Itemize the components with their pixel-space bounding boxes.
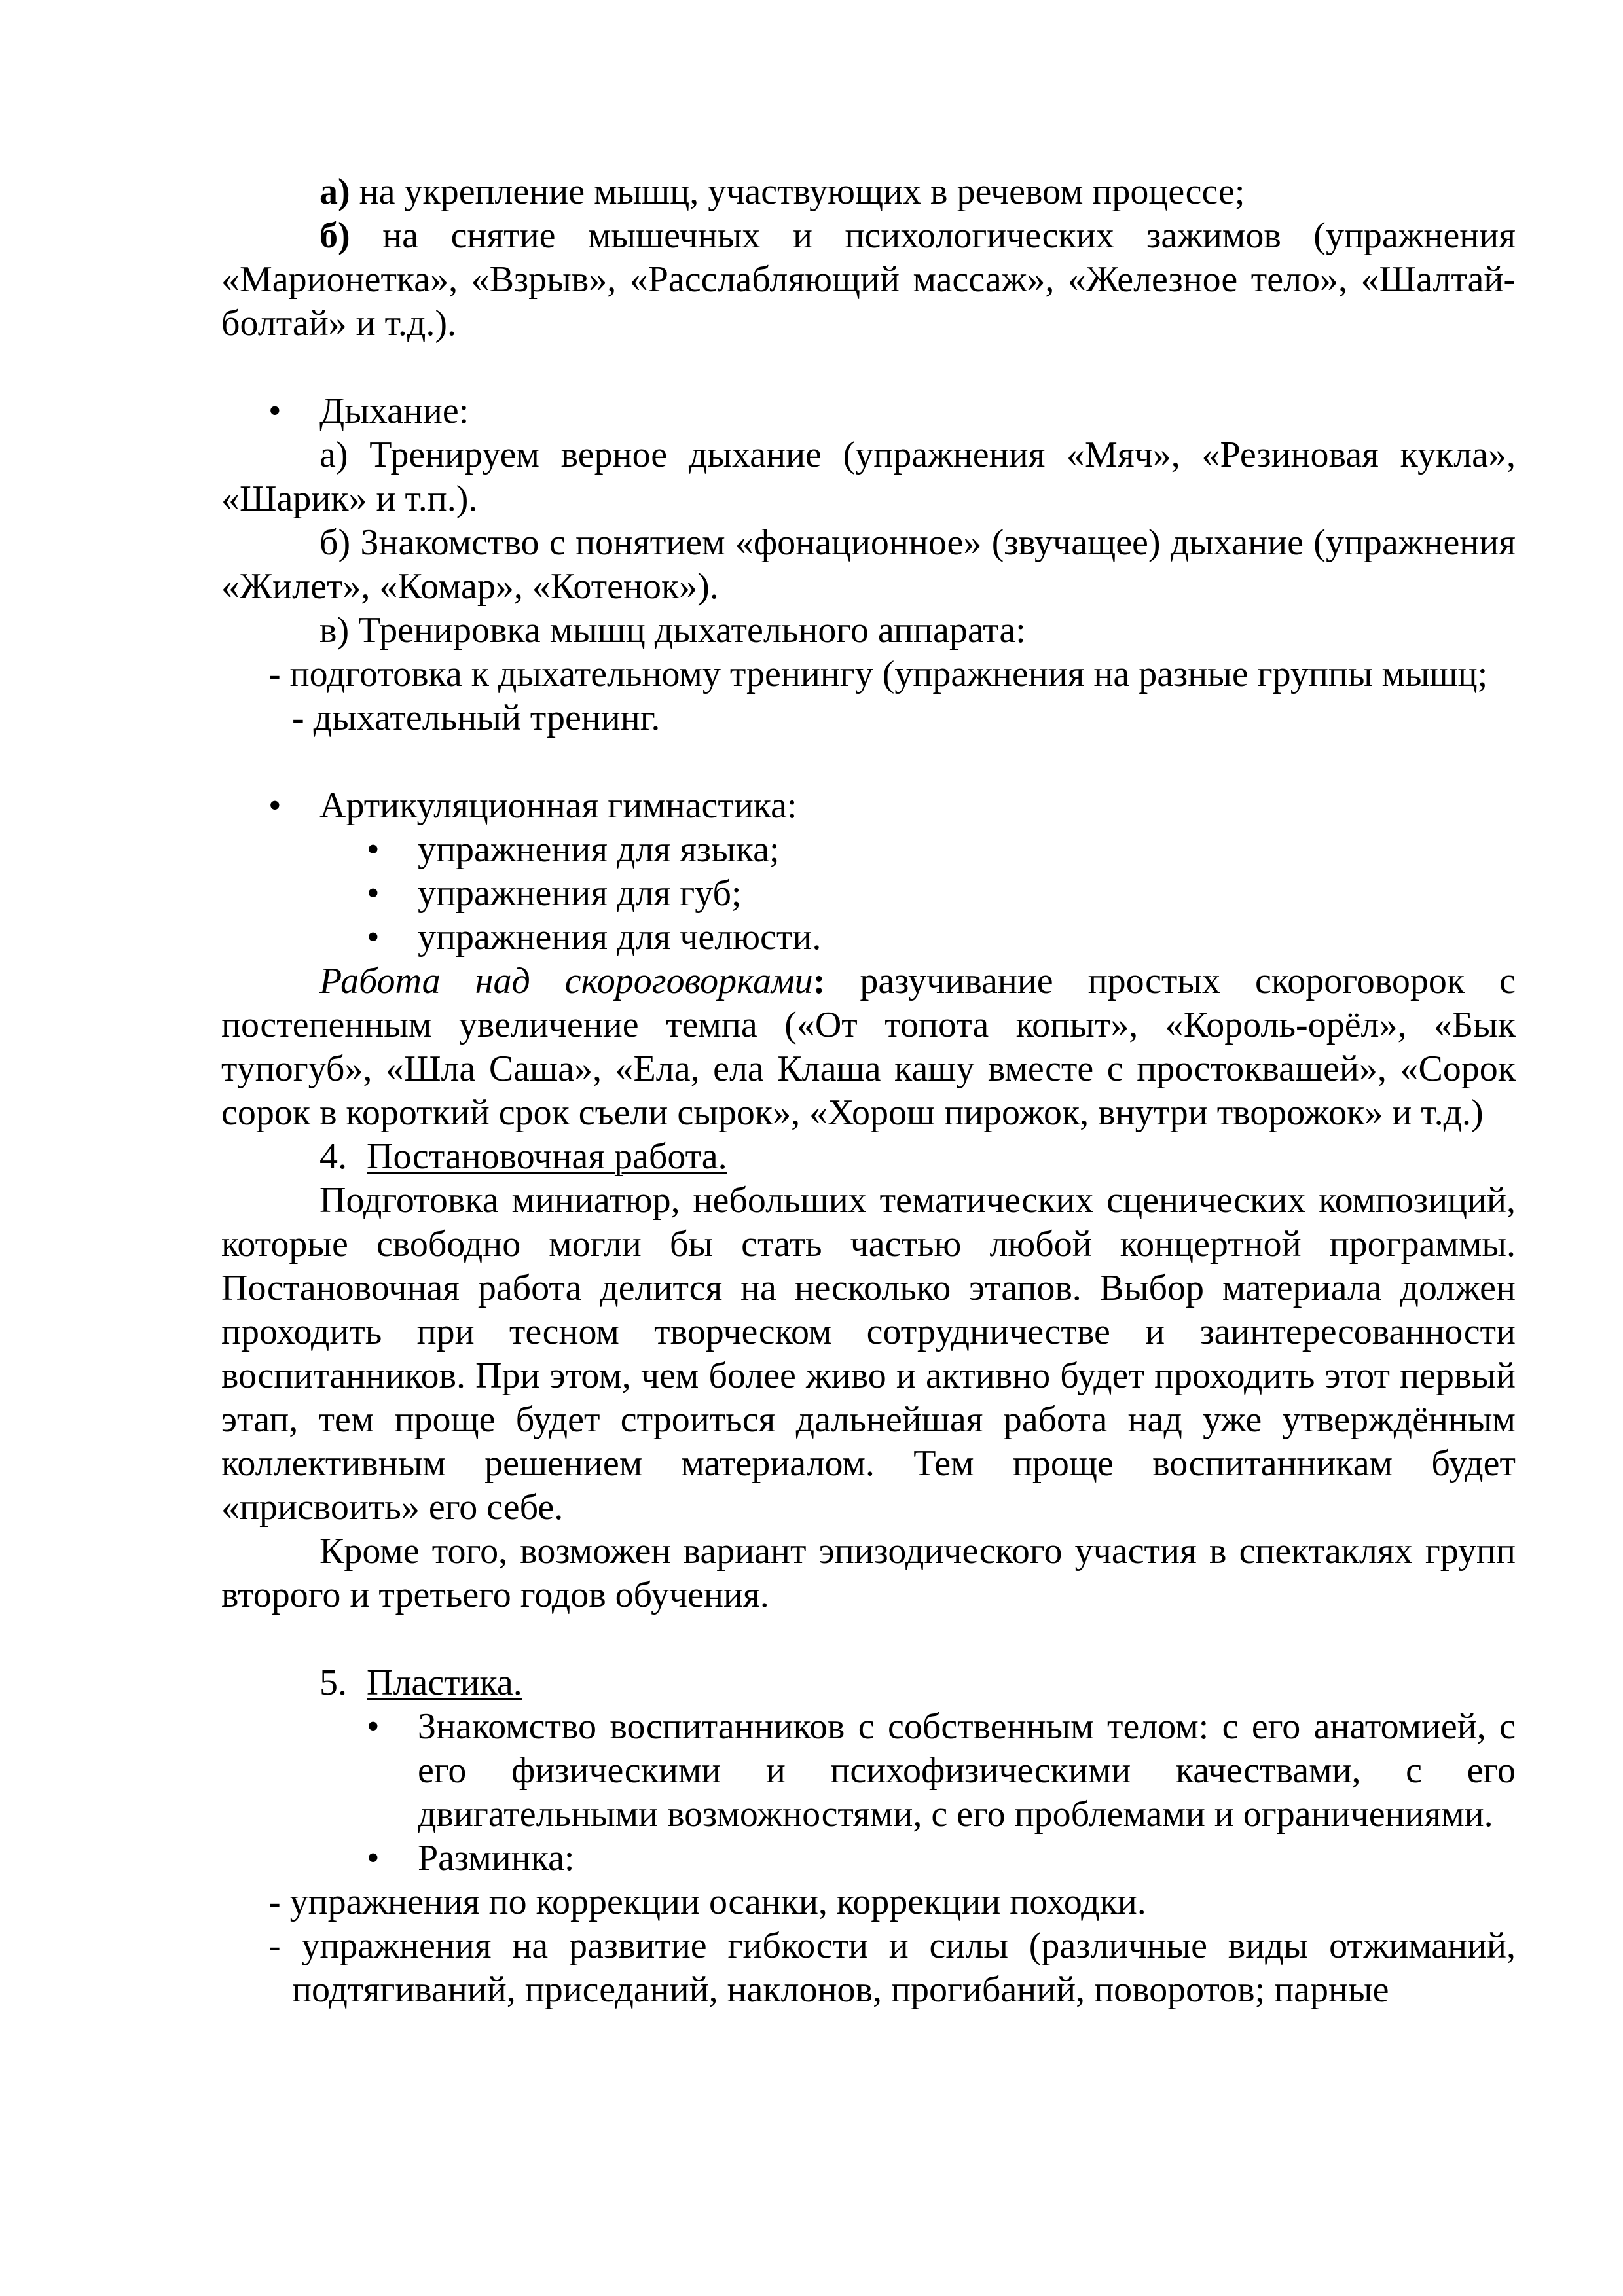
bullet-articulation: • Артикуляционная гимнастика: bbox=[221, 784, 1516, 828]
paragraph-breathing-a: а) Тренируем верное дыхание (упражнения «Мяч», «Резиновая кукла», «Шарик» и т.п.). bbox=[221, 435, 1516, 519]
section-4-heading bbox=[221, 1135, 1516, 1179]
bullet-breathing: • Дыхание: bbox=[221, 389, 1516, 433]
dash-flexibility-text: - упражнения на развитие гибкости и силы (различные виды отжиманий, подтягиваний, приседаний, наклонов, прогибаний, поворотов; парные bbox=[268, 1926, 1516, 2010]
sub-bullet-warmup: • Разминка: bbox=[221, 1837, 1516, 1880]
spacer bbox=[221, 1617, 1516, 1661]
sub-bullet-lips: • упражнения для губ; bbox=[221, 872, 1516, 916]
item-text-b: на снятие мышечных и психологических зажимов (упражнения «Марионетка», «Взрыв», «Расслабляющий массаж», «Железное тело», «Шалтай-болтай» и т.д.). bbox=[221, 215, 1516, 344]
item-label-a: а) bbox=[319, 171, 350, 212]
paragraph-breathing-c: в) Тренировка мышц дыхательного аппарата: bbox=[319, 610, 1026, 651]
paragraph-staging-2: Кроме того, возможен вариант эпизодического участия в спектаклях групп второго и третьего годов обучения. bbox=[221, 1531, 1516, 1615]
tongue-twisters-label: Работа над скороговорками bbox=[319, 961, 813, 1001]
spacer bbox=[221, 346, 1516, 389]
paragraph-tongue-twisters bbox=[221, 960, 1516, 1135]
sub-bullet-tongue: • упражнения для языка; bbox=[221, 828, 1516, 872]
dash-breathing-prep-text: - подготовка к дыхательному тренингу (упражнения на разные группы мышц; bbox=[268, 654, 1488, 694]
section-5-title: Пластика. bbox=[367, 1662, 522, 1703]
paragraph-clamps bbox=[221, 214, 1516, 346]
item-label-b: б) bbox=[319, 215, 350, 256]
dash-breathing-prep bbox=[221, 653, 1516, 696]
dash-breathing-training: - дыхательный тренинг. bbox=[292, 698, 661, 738]
section-5-number: 5. bbox=[319, 1662, 347, 1703]
paragraph-staging-1: Подготовка миниатюр, небольших тематических сценических композиций, которые свободно могли бы стать частью любой концертной программы. Постановочная работа делится на несколько этапов. Выбор материала должен проходить при тесном творческом сотрудничестве и заинтересованности воспитанников. При этом, чем более живо и активно будет проходить этот первый этап, тем проще будет строиться дальнейшая работа над уже утверждённым коллективным решением материалом. Тем проще воспитанникам будет «присвоить» его себе. bbox=[221, 1180, 1516, 1528]
document-body bbox=[221, 170, 1516, 2012]
section-4-number: 4. bbox=[319, 1136, 347, 1177]
paragraph-breathing-b: б) Знакомство с понятием «фонационное» (звучащее) дыхание (упражнения «Жилет», «Комар», «Котенок»). bbox=[221, 522, 1516, 607]
section-4-title: Постановочная работа. bbox=[367, 1136, 727, 1177]
tongue-twisters-text: разучивание простых скороговорок с постепенным увеличение темпа («От топота копыт», «Король-орёл», «Бык тупогуб», «Шла Саша», «Ела, ела Клаша кашу вместе с простоквашей», «Сорок сорок в короткий срок съели сырок», «Хорош пирожок, внутри творожок» и т.д.) bbox=[221, 961, 1516, 1133]
section-5-heading bbox=[221, 1661, 1516, 1705]
dash-posture: - упражнения по коррекции осанки, коррекции походки. bbox=[268, 1882, 1146, 1922]
dash-flexibility bbox=[221, 1924, 1516, 2012]
spacer bbox=[221, 740, 1516, 784]
sub-bullet-jaw: • упражнения для челюсти. bbox=[221, 916, 1516, 960]
sub-bullet-body-awareness: • Знакомство воспитанников с собственным телом: с его анатомией, с его физическими и психофизическими качествами, с его двигательными возможностями, с его проблемами и ограничениями. bbox=[221, 1705, 1516, 1837]
item-text-a: на укрепление мышц, участвующих в речевом процессе; bbox=[350, 171, 1245, 212]
tongue-twisters-colon: : bbox=[812, 961, 826, 1001]
paragraph-muscles bbox=[221, 170, 1516, 214]
